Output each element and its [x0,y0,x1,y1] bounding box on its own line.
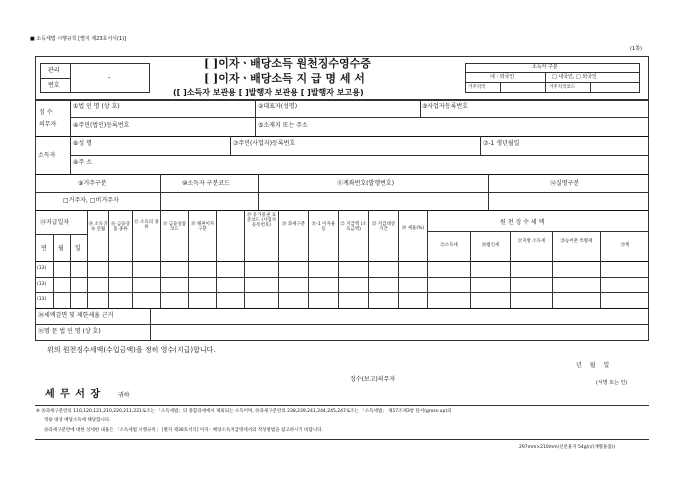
resident-choice[interactable]: □ 내국인, □ 외국인 [552,74,597,80]
signer-label: 징수(보고)의무자 [350,376,396,383]
paper-spec: 297mm×210mm(신문용지 54g/㎡(재활용품)) [519,445,616,450]
page-mark: (1쪽) [630,46,642,52]
table-row[interactable]: (13) [37,297,47,302]
withholding-tax-title: 원 천 징 수 세 액 [500,219,545,226]
tax-office-suffix: 귀하 [118,392,130,399]
attribution-month-header: ⑭ 소득귀속 연월 [88,222,108,233]
corp-tax-header: ㉖법인세 [481,243,500,248]
tax-rate-header: ㉔ 세율(%) [401,226,425,231]
rural-tax-header: ㉘농어촌 특별세 [560,239,593,244]
country-code-label: 거주지국코드 [549,85,576,90]
real-name-label: ⑫실명구분 [550,180,580,187]
tax-reduction-basis[interactable]: ㉚세액감면 및 제한세율 근거 [38,312,114,319]
income-tax-header: ㉕소득세 [440,243,458,248]
securities-code-header: ⑲ 유가증권 표준코드 (사업자 등록번호) [246,213,277,229]
note-line-1: ※ ⑳과세구분란의 110,120,121,210,220,211,221로조는 「소득세법」의 종합과세에서 제외되는 소득이며, ⑳과세구분란의 238,239,241,244,245,247로조는 「소득세법」 제17조제3항 단서(gross-up)의 [36,409,452,414]
payment-amount-header: ㉒ 지급액 (소득금액) [340,222,367,233]
interest-rate-header: ㉑-1 이자율 등 [311,222,336,233]
residency-label: ⑨거주구분 [78,180,107,187]
representative-field[interactable]: ②대표자(성명) [258,103,298,110]
signature-mark[interactable]: (서명 또는 인) [596,380,628,386]
recipient-code-label: ⑩소득자 구분코드 [182,180,230,187]
table-row[interactable]: (13) [37,282,47,287]
business-number-field[interactable]: ③사업자등록번호 [422,103,468,110]
birth-date-field[interactable]: ⑦-1 생년월일 [483,140,520,147]
day-header: 일 [75,245,81,252]
income-kind-header: ⑮ 소득의 종류 [134,220,159,231]
corp-reg-number-field[interactable]: ④주민(법인)등록번호 [73,122,130,129]
resident-label: 내ㆍ외국인 [490,74,515,80]
form-reference: ■ 소득세법 시행규칙 [별지 제23호서식(1)] [30,36,127,42]
recipient-address-field[interactable]: ⑧주 소 [73,159,92,166]
tax-category-header: ⑳ 과세구분 [281,222,306,227]
table-row[interactable]: (13) [37,266,47,271]
year-header: 연 [41,245,47,252]
management-label-2: 번호 [48,82,60,89]
payment-period-header: ㉓ 지급대상 기간 [371,222,396,233]
product-code-header: ⑰ 금융상품 코드 [162,222,187,233]
note-line-3: ⑳과세구분란에 대한 상세한 내용은 「소득세법 시행규칙」 [별지 제30호서식] 이자ㆍ배당소득지급명세서의 작성방법을 참고하시기 바랍니다. [44,428,323,433]
residency-choice[interactable]: □거주자, □비거주자 [63,197,119,204]
product-kind-header: ⑯ 금융상품 종류 [111,222,130,233]
recipient-reg-number-field[interactable]: ⑦주민(사업자)등록번호 [233,140,296,147]
total-tax-header: ㉙계 [620,243,630,248]
bond-interest-header: ⑱ 채권이자 구분 [190,222,215,233]
account-number-label: ⑪계좌번호(발행번호) [337,180,395,187]
title-line-1: [ ]이자ㆍ배당소득 원천징수영수증 [204,57,371,70]
address-field[interactable]: ⑤소재지 또는 주소 [258,122,308,129]
local-tax-header: ㉗지방 소득세 [517,239,546,244]
pay-date-header: ⑬지급일자 [40,219,70,226]
confirmation-text: 위의 원천징수세액(수입금액)을 정히 영수(지급)합니다. [47,346,216,354]
management-label: 관리 [48,67,60,74]
tax-office-name: 세 무 서 장 [45,389,102,400]
title-line-3: ([ ]소득자 보관용 [ ]발행자 보관용 [ ]발행자 보고용) [173,88,364,97]
income-type-title: 소득자 구분 [532,64,558,70]
month-header: 월 [58,245,64,252]
note-line-2: 적용 대상 배당소득에 해당합니다. [44,418,111,423]
recipient-label: 소득자 [38,152,56,159]
withholder-label: 징 수 [39,109,53,116]
recipient-name-field[interactable]: ⑥성 명 [73,140,92,147]
country-label: 거주지국 [468,85,486,90]
management-number[interactable]: - [108,74,111,82]
payer-name-label[interactable]: ㉛명 문 법 인 명 (상 호) [38,328,101,335]
company-name-field[interactable]: ①법 인 명 (상 호) [73,103,120,110]
withholder-label-2: 의무자 [39,121,57,128]
title-line-2: [ ]이자ㆍ배당소득 지 급 명 세 서 [204,72,365,85]
issue-date[interactable]: 년 월 일 [576,362,610,369]
